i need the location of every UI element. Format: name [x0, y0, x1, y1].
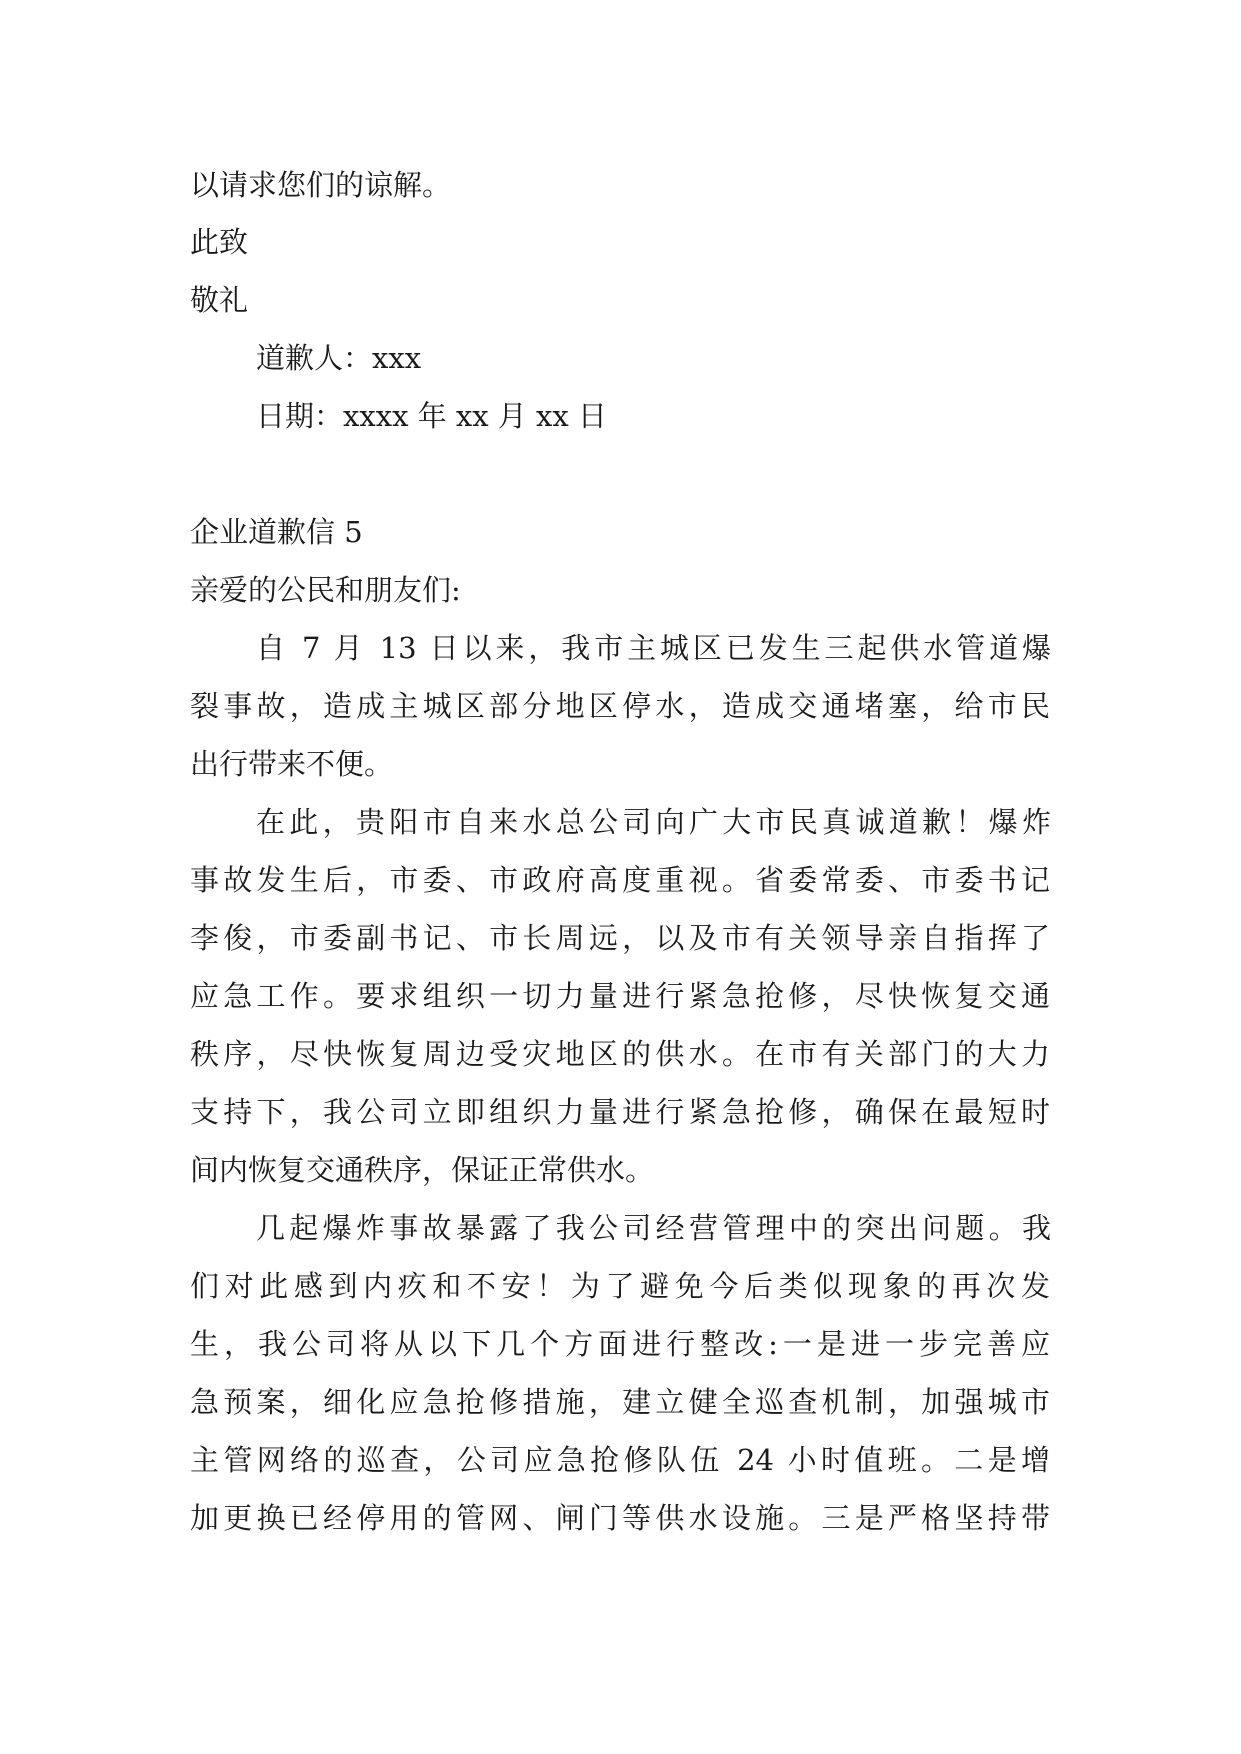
paragraph-line: 自 7 月 13 日以来，我市主城区已发生三起供水管道爆	[256, 631, 1051, 665]
paragraph-line: 出行带来不便。	[190, 747, 394, 781]
paragraph-line: 李俊，市委副书记、市长周远，以及市有关领导亲自指挥了	[190, 921, 1050, 955]
paragraph-line: 几起爆炸事故暴露了我公司经营管理中的突出问题。我	[256, 1211, 1051, 1245]
salutation-line-1: 此致	[190, 225, 249, 259]
paragraph-line: 主管网络的巡查，公司应急抢修队伍 24 小时值班。二是增	[190, 1443, 1050, 1477]
paragraph-line: 支持下，我公司立即组织力量进行紧急抢修，确保在最短时	[190, 1095, 1050, 1129]
signer-line: 道歉人：xxx	[256, 341, 422, 375]
paragraph-line: 裂事故，造成主城区部分地区停水，造成交通堵塞，给市民	[190, 689, 1050, 723]
paragraph-line: 急预案，细化应急抢修措施，建立健全巡查机制，加强城市	[190, 1385, 1050, 1419]
date-line: 日期：xxxx 年 xx 月 xx 日	[256, 399, 607, 433]
paragraph-line: 加更换已经停用的管网、闸门等供水设施。三是严格坚持带	[190, 1501, 1050, 1535]
closing-sentence: 以请求您们的谅解。	[190, 168, 452, 202]
paragraph-line: 事故发生后，市委、市政府高度重视。省委常委、市委书记	[190, 863, 1050, 897]
paragraph-line: 生，我公司将从以下几个方面进行整改:一是进一步完善应	[190, 1327, 1050, 1361]
letter-title: 企业道歉信 5	[190, 515, 363, 549]
paragraph-line: 们对此感到内疚和不安！为了避免今后类似现象的再次发	[190, 1269, 1050, 1303]
paragraph-line: 秩序，尽快恢复周边受灾地区的供水。在市有关部门的大力	[190, 1037, 1050, 1071]
paragraph-line: 应急工作。要求组织一切力量进行紧急抢修，尽快恢复交通	[190, 979, 1050, 1013]
paragraph-line: 在此，贵阳市自来水总公司向广大市民真诚道歉！爆炸	[256, 805, 1051, 839]
paragraph-line: 间内恢复交通秩序，保证正常供水。	[190, 1153, 655, 1187]
salutation-line-2: 敬礼	[190, 283, 249, 317]
letter-greeting: 亲爱的公民和朋友们:	[190, 573, 461, 607]
